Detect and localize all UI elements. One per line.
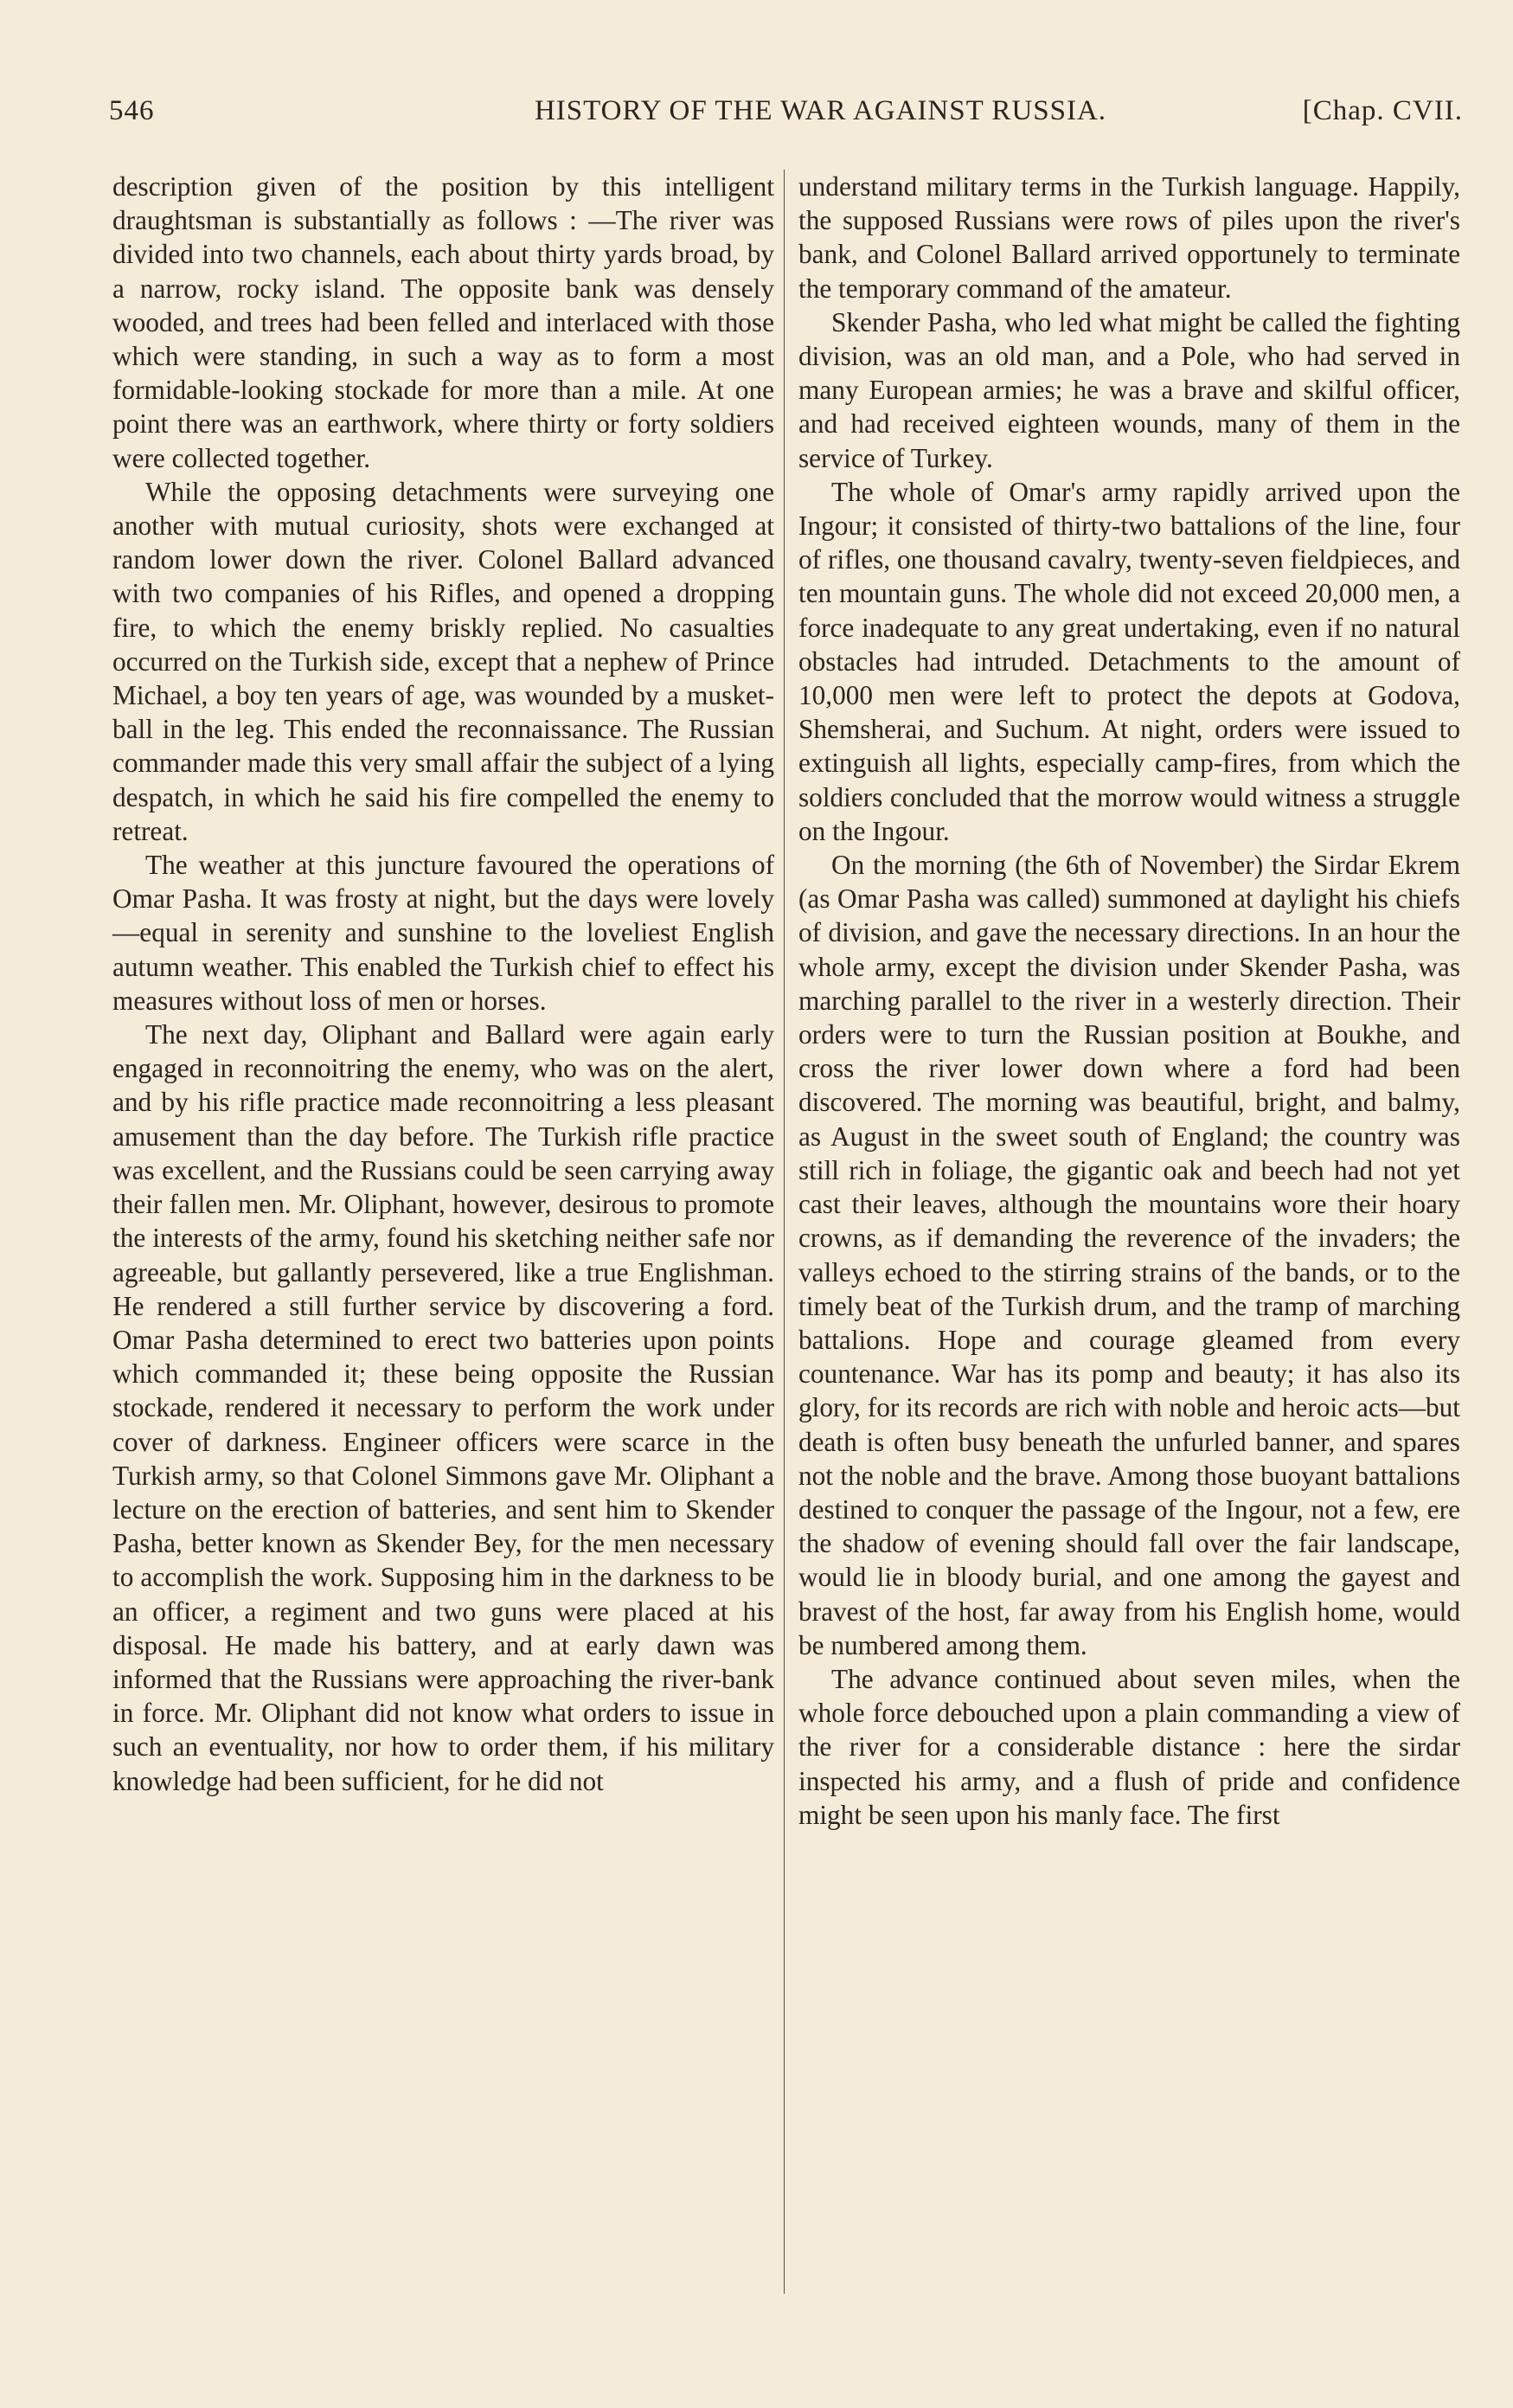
column-divider [784, 170, 785, 2294]
paragraph: understand military terms in the Turkish language. Happily, the supposed Russians were rows of piles upon the river's bank, and Colonel Ballard arrived opportunely to terminate the temporary command of the amateur. [798, 171, 1460, 304]
left-column [112, 170, 774, 1798]
paragraph: The advance continued about seven miles, when the whole force debouched upon a plain commanding a view of the river for a considerable distance : here the sirdar inspected his army, and a flush of pride and confidence might be seen upon his manly face. The first [798, 1663, 1460, 1830]
chapter-label: [Chap. CVII. [1302, 95, 1463, 126]
page-header [109, 95, 1463, 135]
right-column [798, 170, 1460, 1832]
paragraph: description given of the position by this intelligent draughtsman is substantially as follows : —The river was divided into two channels, each about thirty yards broad, by a narrow, rocky island. The opposite bank was densely wooded, and trees had been felled and interlaced with those which were standing, in such a way as to form a most formidable-looking stockade for more than a mile. At one point there was an earthwork, where thirty or forty soldiers were collected together. [112, 171, 774, 473]
paragraph: Skender Pasha, who led what might be called the fighting division, was an old man, and a Pole, who had served in many European armies; he was a brave and skilful officer, and had received eighteen wounds, many of them in the service of Turkey. [798, 306, 1460, 473]
page-number: 546 [109, 95, 155, 126]
paragraph: The next day, Oliphant and Ballard were again early engaged in reconnoitring the enemy, who was on the alert, and by his rifle practice made reconnoitring a less pleasant amusement than the day before. The Turkish rifle practice was excellent, and the Russians could be seen carrying away their fallen men. Mr. Oliphant, however, desirous to promote the interests of the army, found his sketching neither safe nor agreeable, but gallantly persevered, like a true Englishman. He rendered a still further service by discovering a ford. Omar Pasha determined to erect two batteries upon points which commanded it; these being opposite the Russian stockade, rendered it necessary to perform the work under cover of darkness. Engineer officers were scarce in the Turkish army, so that Colonel Simmons gave Mr. Oliphant a lecture on the erection of batteries, and sent him to Skender Pasha, better known as Skender Bey, for the men necessary to accomplish the work. Supposing him in the darkness to be an officer, a regiment and two guns were placed at his disposal. He made his battery, and at early dawn was informed that the Russians were approaching the river-bank in force. Mr. Oliphant did not know what orders to issue in such an eventuality, nor how to order them, if his military knowledge had been sufficient, for he did not [112, 1019, 774, 1796]
running-title: HISTORY OF THE WAR AGAINST RUSSIA. [534, 95, 1107, 126]
paragraph: The whole of Omar's army rapidly arrived upon the Ingour; it consisted of thirty-two battalions of the line, four of rifles, one thousand cavalry, twenty-seven fieldpieces, and ten mountain guns. The whole did not exceed 20,000 men, a force inadequate to any great undertaking, even if no natural obstacles had intruded. Detachments to the amount of 10,000 men were left to protect the depots at Godova, Shemsherai, and Suchum. At night, orders were issued to extinguish all lights, especially camp-fires, from which the soldiers concluded that the morrow would witness a struggle on the Ingour. [798, 476, 1460, 846]
paragraph: While the opposing detachments were surveying one another with mutual curiosity, shots were exchanged at random lower down the river. Colonel Ballard advanced with two companies of his Rifles, and opened a dropping fire, to which the enemy briskly replied. No casualties occurred on the Turkish side, except that a nephew of Prince Michael, a boy ten years of age, was wounded by a musket-ball in the leg. This ended the reconnaissance. The Russian commander made this very small affair the subject of a lying despatch, in which he said his fire compelled the enemy to retreat. [112, 476, 774, 846]
paragraph: On the morning (the 6th of November) the Sirdar Ekrem (as Omar Pasha was called) summoned at daylight his chiefs of division, and gave the necessary directions. In an hour the whole army, except the division under Skender Pasha, was marching parallel to the river in a westerly direction. Their orders were to turn the Russian position at Boukhe, and cross the river lower down where a ford had been discovered. The morning was beautiful, bright, and balmy, as August in the sweet south of England; the country was still rich in foliage, the gigantic oak and beech had not yet cast their leaves, although the mountains wore their hoary crowns, as if demanding the reverence of the invaders; the valleys echoed to the stirring strains of the bands, or to the timely beat of the Turkish drum, and the tramp of marching battalions. Hope and courage gleamed from every countenance. War has its pomp and beauty; it has also its glory, for its records are rich with noble and heroic acts—but death is often busy beneath the unfurled banner, and spares not the noble and the brave. Among those buoyant battalions destined to conquer the passage of the Ingour, not a few, ere the shadow of evening should fall over the fair landscape, would lie in bloody burial, and one among the gayest and bravest of the host, far away from his English home, would be numbered among them. [798, 850, 1460, 1660]
paragraph: The weather at this juncture favoured the operations of Omar Pasha. It was frosty at night, but the days were lovely—equal in serenity and sunshine to the loveliest English autumn weather. This enabled the Turkish chief to effect his measures without loss of men or horses. [112, 850, 774, 1016]
